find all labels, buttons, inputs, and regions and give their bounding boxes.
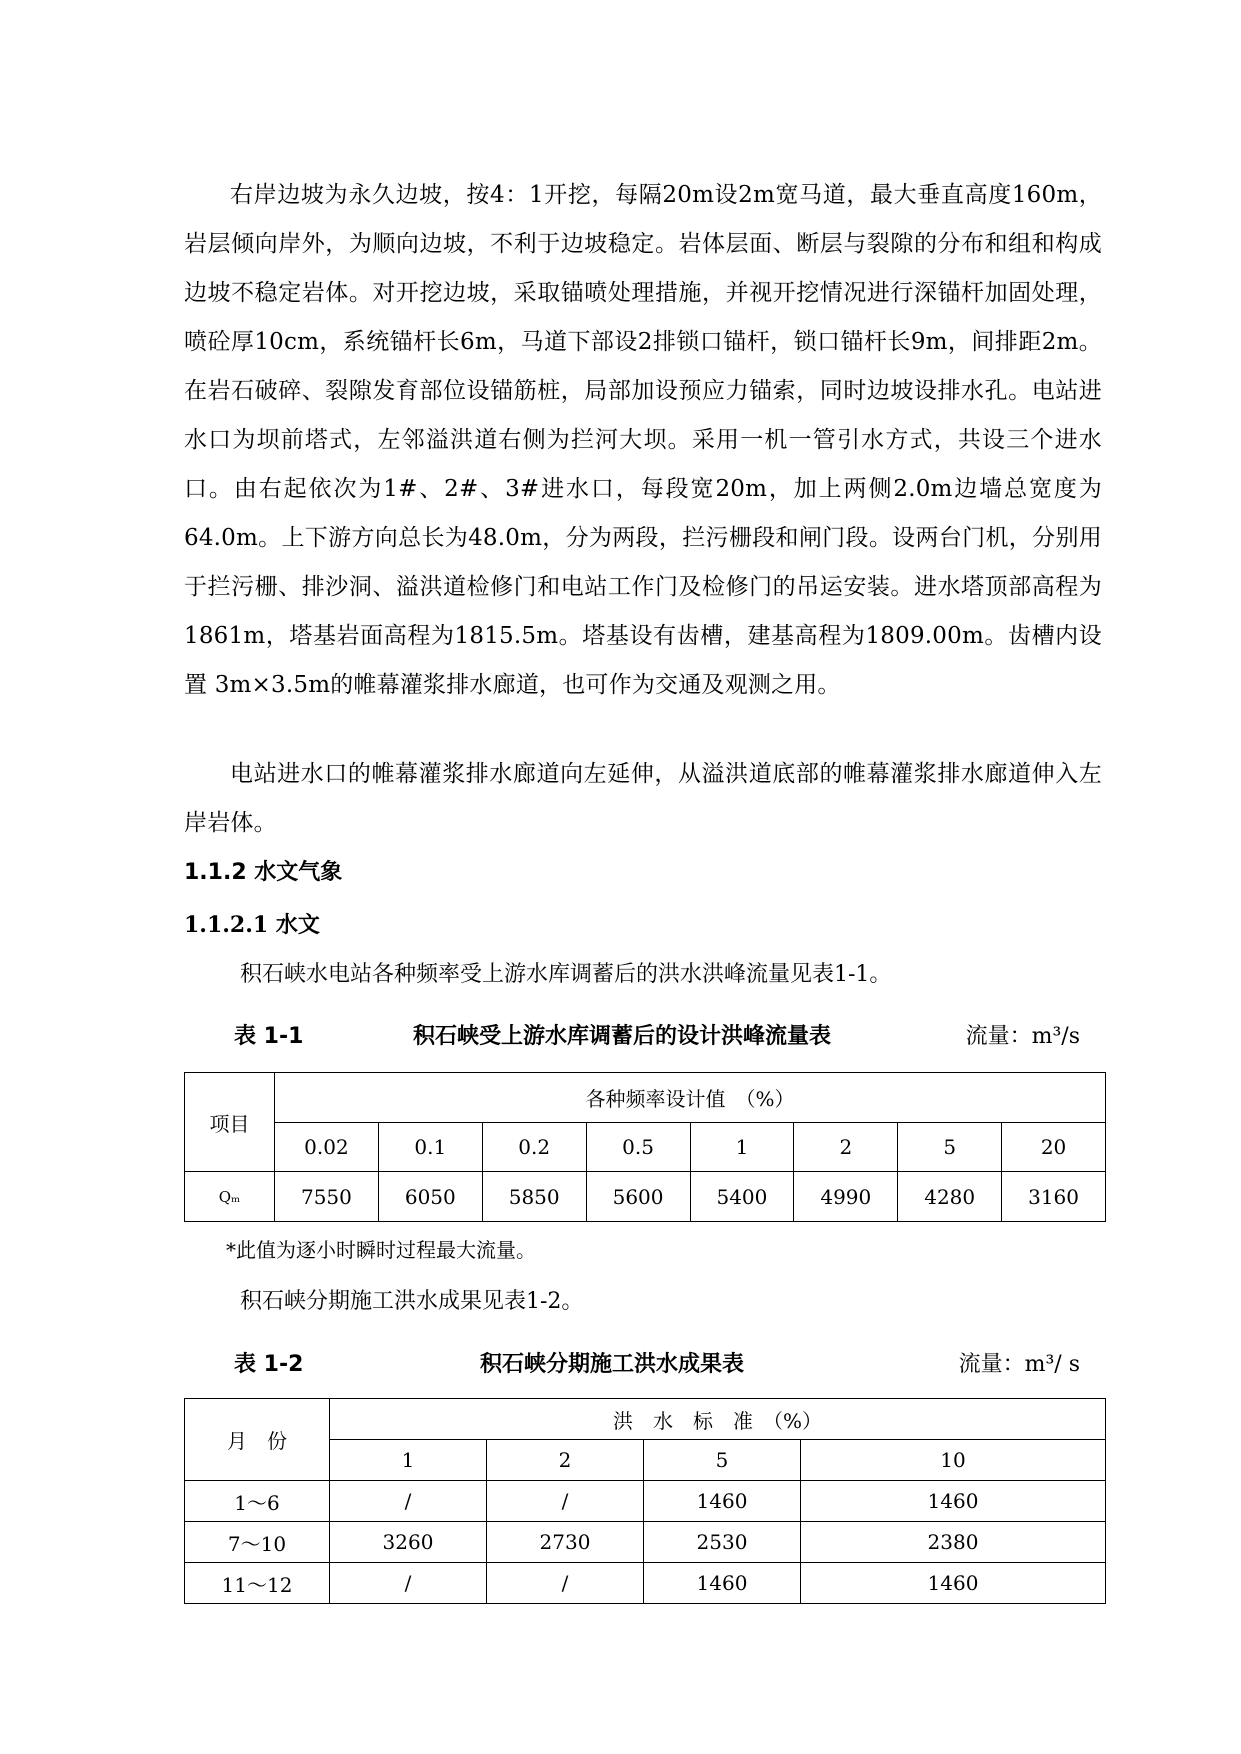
table1-frequency-cell: 2 [794, 1123, 898, 1172]
table1-unit: 流量：m³/s [965, 1024, 1080, 1049]
table1-intro-text: 积石峡水电站各种频率受上游水库调蓄后的洪水洪峰流量见表1-1。 [240, 962, 892, 987]
table1-row-label: Qₘ [185, 1172, 275, 1222]
subsection-heading-hydrology: 1.1.2.1 水文 [184, 912, 320, 938]
table2-standard-cell: 10 [801, 1440, 1106, 1481]
table1-caption [184, 1019, 1100, 1049]
table1-value-cell: 5600 [586, 1172, 690, 1222]
table-row [185, 1522, 1106, 1563]
table-row [185, 1563, 1106, 1604]
table1-value-cell: 3160 [1002, 1172, 1106, 1222]
table1-frequency-cell: 5 [898, 1123, 1002, 1172]
table1-frequency-cell: 0.02 [275, 1123, 379, 1172]
table1-number: 表 1-1 [234, 1024, 304, 1049]
table2-number: 表 1-2 [234, 1352, 304, 1377]
table2-value-cell: 1460 [801, 1563, 1106, 1604]
table1-frequency-cell: 20 [1002, 1123, 1106, 1172]
body-paragraph-intake: 右岸边坡为永久边坡，按4：1开挖，每隔20m设2m宽马道，最大垂直高度160m，岩层倾向岸外，为顺向边坡，不利于边坡稳定。岩体层面、断层与裂隙的分布和组和构成边坡不稳定岩体。对开挖边坡，采取锚喷处理措施，并视开挖情况进行深锚杆加固处理，喷砼厚10cm，系统锚杆长6m，马道下部设2排锁口锚杆，锁口锚杆长9m，间排距2m。在岩石破碎、裂隙发育部位设锚筋桩，局部加设预应力锚索，同时边坡设排水孔。电站进水口为坝前塔式，左邻溢洪道右侧为拦河大坝。采用一机一管引水方式，共设三个进水口。由右起依次为1#、2#、3#进水口，每段宽20m，加上两侧2.0m边墙总宽度为64.0m。上下游方向总长为48.0m，分为两段，拦污栅段和闸门段。设两台门机，分别用于拦污栅、排沙洞、溢洪道检修门和电站工作门及检修门的吊运安装。进水塔顶部高程为1861m，塔基岩面高程为1815.5m。塔基设有齿槽，建基高程为1809.00m。齿槽内设置 3m×3.5m的帷幕灌浆排水廊道，也可作为交通及观测之用。 [184, 182, 1102, 698]
table2-standard-cell: 2 [487, 1440, 644, 1481]
table1-frequency-cell: 0.1 [378, 1123, 482, 1172]
table1-frequency-cell: 0.2 [482, 1123, 586, 1172]
table2-month-cell: 7～10 [185, 1522, 330, 1563]
table1-value-cell: 4280 [898, 1172, 1002, 1222]
table1-row-header: 项目 [185, 1073, 275, 1172]
table1-value-cell: 5400 [690, 1172, 794, 1222]
table1-title: 积石峡受上游水库调蓄后的设计洪峰流量表 [412, 1024, 831, 1049]
table2-value-cell: / [487, 1563, 644, 1604]
table2-staged-construction-flood [184, 1398, 1106, 1604]
table1-frequency-cell: 0.5 [586, 1123, 690, 1172]
section-heading-hydrology-climate: 1.1.2 水文气象 [184, 860, 343, 885]
table2-row-header: 月 份 [185, 1399, 330, 1481]
table-row [185, 1481, 1106, 1522]
table2-month-cell: 11～12 [185, 1563, 330, 1604]
table2-month-cell: 1～6 [185, 1481, 330, 1522]
table1-value-cell: 5850 [482, 1172, 586, 1222]
table2-standard-cell: 5 [644, 1440, 801, 1481]
table1-footnote: *此值为逐小时瞬时过程最大流量。 [226, 1238, 536, 1262]
table1-group-header: 各种频率设计值 （%） [275, 1073, 1106, 1123]
table1-design-flood-peak [184, 1072, 1106, 1222]
table2-value-cell: 2380 [801, 1522, 1106, 1563]
table2-value-cell: / [330, 1563, 487, 1604]
table2-title: 积石峡分期施工洪水成果表 [479, 1352, 744, 1377]
table2-caption [184, 1347, 1100, 1377]
table2-value-cell: 1460 [644, 1481, 801, 1522]
body-paragraph-gallery: 电站进水口的帷幕灌浆排水廊道向左延伸，从溢洪道底部的帷幕灌浆排水廊道伸入左岸岩体。 [184, 761, 1102, 836]
table2-value-cell: / [330, 1481, 487, 1522]
table2-unit: 流量：m³/ s [958, 1352, 1080, 1377]
table2-value-cell: 2730 [487, 1522, 644, 1563]
table1-value-cell: 6050 [378, 1172, 482, 1222]
table2-intro-text: 积石峡分期施工洪水成果见表1-2。 [240, 1289, 584, 1314]
table2-value-cell: 1460 [801, 1481, 1106, 1522]
table2-value-cell: 3260 [330, 1522, 487, 1563]
table1-value-cell: 4990 [794, 1172, 898, 1222]
table2-group-header: 洪 水 标 准 （%） [330, 1399, 1106, 1440]
table1-value-cell: 7550 [275, 1172, 379, 1222]
table2-standard-cell: 1 [330, 1440, 487, 1481]
table2-value-cell: / [487, 1481, 644, 1522]
table2-value-cell: 2530 [644, 1522, 801, 1563]
table2-value-cell: 1460 [644, 1563, 801, 1604]
table1-frequency-cell: 1 [690, 1123, 794, 1172]
